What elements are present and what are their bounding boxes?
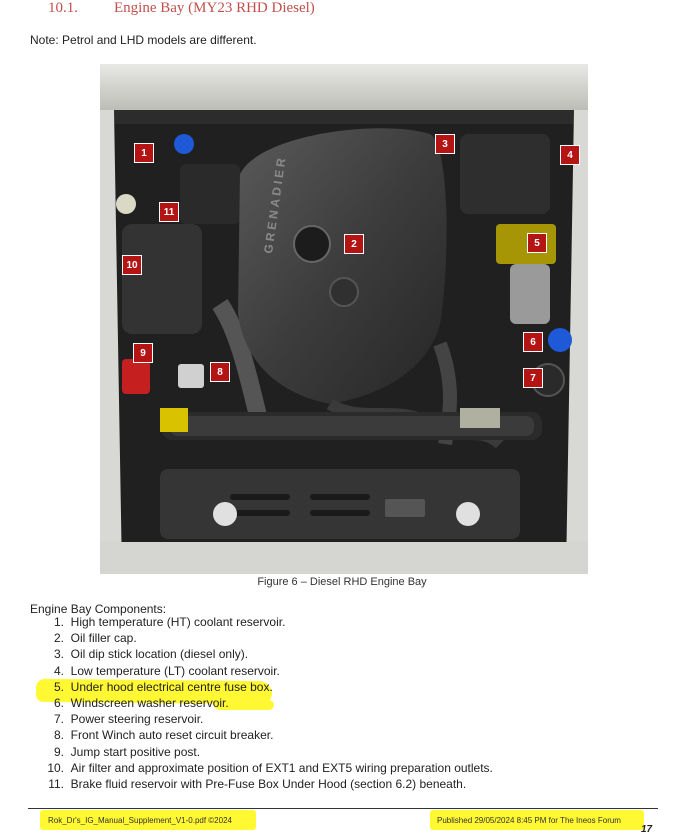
marker-5: 5	[527, 233, 547, 253]
engine-cover-brand: GRENADIER	[261, 154, 289, 255]
marker-7: 7	[523, 368, 543, 388]
list-item: 9. Jump start positive post.	[53, 744, 201, 759]
section-heading	[48, 0, 315, 17]
marker-3: 3	[435, 134, 455, 154]
list-item: 7. Power steering reservoir.	[53, 712, 204, 727]
list-item: 6. Windscreen washer reservoir.	[53, 695, 229, 710]
components-title: Engine Bay Components:	[30, 602, 167, 616]
list-item: 4. Low temperature (LT) coolant reservoir.	[53, 663, 280, 678]
marker-11: 11	[159, 202, 179, 222]
figure-caption: Figure 6 – Diesel RHD Engine Bay	[257, 576, 427, 588]
section-title: Engine Bay (MY23 RHD Diesel)	[114, 0, 315, 16]
marker-6: 6	[523, 332, 543, 352]
footer-divider	[28, 808, 658, 809]
marker-2: 2	[344, 234, 364, 254]
engine-bay-photo	[100, 64, 588, 574]
marker-1: 1	[134, 143, 154, 163]
list-item: 1. High temperature (HT) coolant reservoir.	[53, 615, 286, 629]
marker-8: 8	[210, 362, 230, 382]
marker-9: 9	[133, 343, 153, 363]
engine-bay-illustration	[100, 64, 588, 574]
footer-filename: Rok_Dr's_IG_Manual_Supplement_V1-0.pdf ©2024	[40, 810, 256, 830]
list-item: 2. Oil filler cap.	[53, 631, 137, 646]
footer-published: Published 29/05/2024 8:45 PM for The Ineos Forum	[430, 810, 644, 830]
marker-4: 4	[560, 145, 580, 165]
list-item: 5. Under hood electrical centre fuse box.	[53, 679, 273, 694]
section-number: 10.1.	[48, 0, 78, 16]
page-number: 17	[641, 824, 653, 835]
list-item: 11. Brake fluid reservoir with Pre-Fuse Box Under Hood (section 6.2) beneath.	[48, 776, 467, 791]
components-list	[30, 614, 493, 792]
list-item: 10. Air filter and approximate position of EXT1 and EXT5 wiring preparation outlets.	[47, 760, 493, 775]
list-item: 8. Front Winch auto reset circuit breaker.	[53, 728, 274, 743]
marker-10: 10	[122, 255, 142, 275]
model-note: Note: Petrol and LHD models are different.	[30, 33, 257, 47]
list-item: 3. Oil dip stick location (diesel only).	[53, 647, 249, 662]
